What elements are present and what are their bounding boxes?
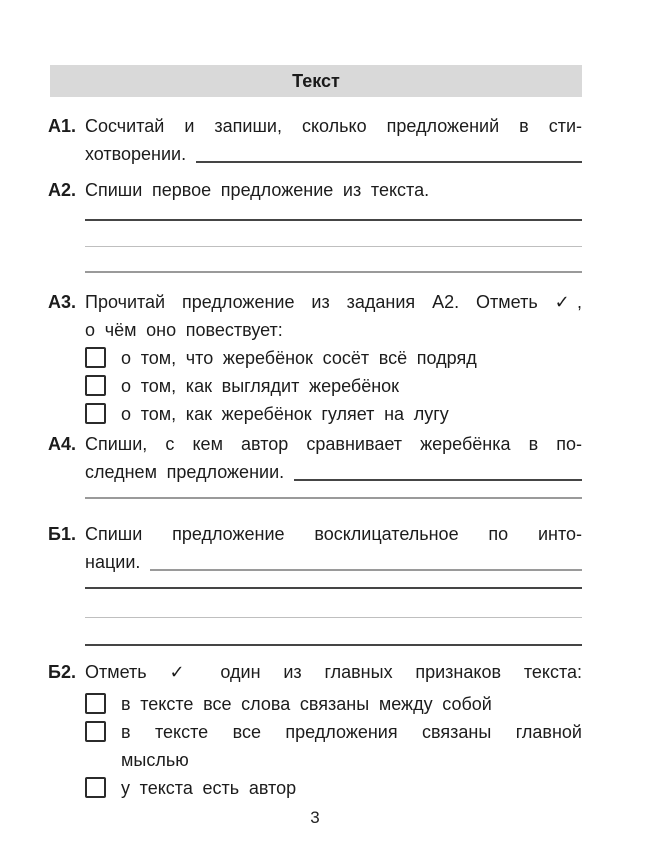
- task-a2: [48, 176, 582, 273]
- checkbox[interactable]: [85, 403, 106, 424]
- option-row: [85, 774, 582, 802]
- answer-line[interactable]: [85, 618, 582, 646]
- answer-line[interactable]: [196, 161, 582, 163]
- task-a4: [48, 430, 582, 499]
- option-row: [85, 718, 582, 774]
- answer-line[interactable]: [85, 221, 582, 247]
- answer-line[interactable]: [85, 486, 582, 499]
- page-number: 3: [310, 808, 320, 827]
- option-label: о том, как выглядит жеребёнок: [121, 376, 400, 396]
- task-b2-label: Б2.: [48, 662, 76, 682]
- task-b1-text-line1: Спиши предложение восклицательное по инто-: [85, 524, 582, 544]
- option-label: о том, что жеребёнок сосёт всё подряд: [121, 348, 477, 368]
- answer-line[interactable]: [150, 569, 582, 571]
- option-row: [85, 372, 582, 400]
- task-a4-text-line2-row: [85, 458, 582, 486]
- checkbox[interactable]: [85, 693, 106, 714]
- checkbox[interactable]: [85, 777, 106, 798]
- answer-line[interactable]: [85, 247, 582, 273]
- task-a3-label: А3.: [48, 292, 77, 312]
- answer-line[interactable]: [85, 204, 582, 221]
- option-label: в тексте все слова связаны между собой: [121, 694, 492, 714]
- task-b1-text-line2-row: [85, 548, 582, 576]
- task-a2-text-line1: Спиши первое предложение из текста.: [85, 180, 430, 200]
- task-b1: [48, 520, 582, 646]
- option-label-line1: в тексте все предложения связаны главной: [121, 722, 582, 742]
- option-label: у текста есть автор: [121, 778, 297, 798]
- task-a4-text-line1: Спиши, с кем автор сравнивает жеребёнка в по-: [85, 434, 582, 454]
- task-b1-text-line2: нации.: [85, 552, 141, 572]
- task-a1: [48, 112, 582, 168]
- task-b1-label: Б1.: [48, 524, 76, 544]
- task-a1-text-line2: хотворении.: [85, 144, 187, 164]
- answer-line[interactable]: [85, 576, 582, 589]
- task-a1-text-line1: Сосчитай и запиши, сколько предложений в сти-: [85, 116, 582, 136]
- section-title: Текст: [292, 71, 340, 91]
- task-b2-options: [85, 690, 582, 802]
- checkbox[interactable]: [85, 375, 106, 396]
- checkbox[interactable]: [85, 347, 106, 368]
- section-title-bar: [50, 65, 582, 97]
- checkbox[interactable]: [85, 721, 106, 742]
- task-a2-label: А2.: [48, 180, 77, 200]
- task-a1-text-line2-row: [85, 140, 582, 168]
- task-a4-label: А4.: [48, 434, 77, 454]
- answer-line[interactable]: [294, 479, 582, 481]
- task-a1-label: А1.: [48, 116, 77, 136]
- task-a3-text-line1: Прочитай предложение из задания А2. Отметь ✓,: [85, 292, 582, 312]
- task-a4-text-line2: следнем предложении.: [85, 462, 285, 482]
- task-b2: [48, 658, 582, 802]
- option-row: [85, 690, 582, 718]
- task-a3: [48, 288, 582, 428]
- task-a3-text-line2: о чём оно повествует:: [85, 320, 283, 340]
- option-row: [85, 344, 582, 372]
- task-a3-options: [85, 344, 582, 428]
- worksheet-content: [48, 112, 582, 802]
- option-label: о том, как жеребёнок гуляет на лугу: [121, 404, 449, 424]
- option-label-line2: мыслью: [121, 750, 189, 770]
- task-b2-text-line1: Отметь ✓ один из главных признаков текста:: [85, 662, 582, 682]
- option-row: [85, 400, 582, 428]
- answer-line[interactable]: [85, 589, 582, 618]
